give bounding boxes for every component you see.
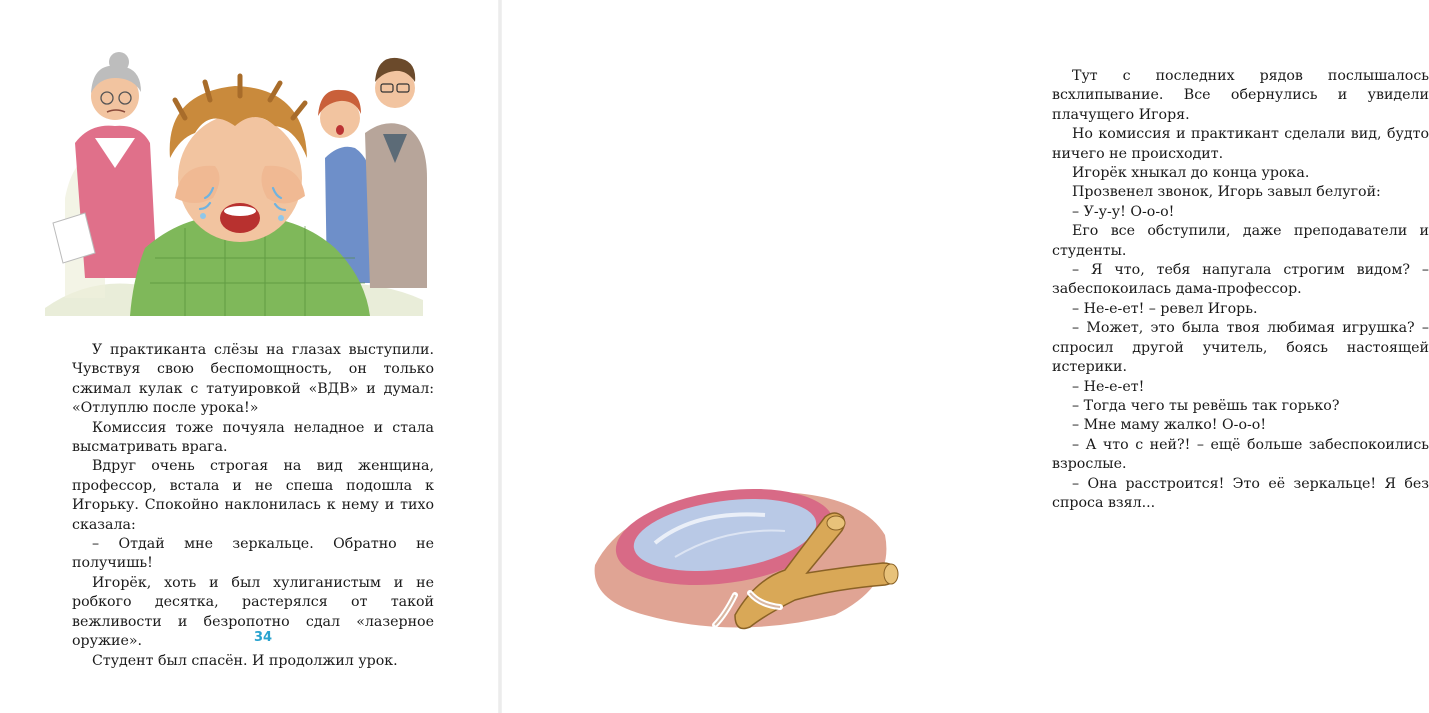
right-page <box>500 0 1429 713</box>
paragraph: Прозвенел звонок, Игорь завыл белугой: <box>1072 184 1381 201</box>
paragraph: Но комиссия и практикант сделали вид, будто ничего не происходит. <box>1052 126 1429 162</box>
left-page-text <box>72 341 434 671</box>
paragraph: Студент был спасён. И продолжил урок. <box>92 652 398 669</box>
paragraph: Комиссия тоже почуяла неладное и стала высматривать врага. <box>72 419 434 456</box>
paragraph: – Не-е-ет! – ревел Игорь. <box>1072 300 1258 317</box>
right-page-text <box>1052 67 1429 513</box>
paragraph: – Я что, тебя напугала строгим видом? – забеспокоилась дама-профессор. <box>1052 262 1429 298</box>
left-page <box>0 0 500 713</box>
paragraph: – Может, это была твоя любимая игрушка? – спросил другой учитель, боясь настоящей истерики. <box>1052 320 1429 376</box>
teacher-woman-figure <box>53 52 157 278</box>
paragraph: Вдруг очень строгая на вид женщина, профессор, встала и не спеша подошла к Игорьку. Спокойно наклонилась к нему и тихо сказала: <box>72 458 434 533</box>
crying-boy-illustration <box>35 48 427 318</box>
paragraph: – Не-е-ет! <box>1072 378 1145 395</box>
paragraph: Игорёк, хоть и был хулиганистым и не робкого десятка, растерялся от такой вежливости и безропотно сдал «лазерное оружие». <box>72 574 434 650</box>
paragraph: Его все обступили, даже преподаватели и студенты. <box>1052 223 1429 259</box>
man-figure <box>365 58 427 288</box>
mirror-slingshot-illustration <box>585 465 905 640</box>
paragraph: – А что с ней?! – ещё больше забеспокоились взрослые. <box>1052 436 1429 473</box>
paragraph: Игорёк хныкал до конца урока. <box>1072 165 1310 182</box>
paragraph: – Мне маму жалко! О-о-о! <box>1072 417 1267 434</box>
paragraph: – У-у-у! О-о-о! <box>1072 203 1175 220</box>
paragraph: – Она расстроится! Это её зеркальце! Я без спроса взял... <box>1052 475 1429 511</box>
paragraph: У практиканта слёзы на глазах выступили. Чувствуя свою беспомощность, он только сжимал кулак с татуировкой «ВДВ» и думал: «Отлуплю после урока!» <box>72 342 434 417</box>
paragraph: – Тогда чего ты ревёшь так горько? <box>1072 397 1340 414</box>
page-number: 34 <box>254 630 273 645</box>
paragraph: – Отдай мне зеркальце. Обратно не получишь! <box>72 536 434 572</box>
paragraph: Тут с последних рядов послышалось всхлипывание. Все обернулись и увидели плачущего Игоря. <box>1052 68 1429 123</box>
